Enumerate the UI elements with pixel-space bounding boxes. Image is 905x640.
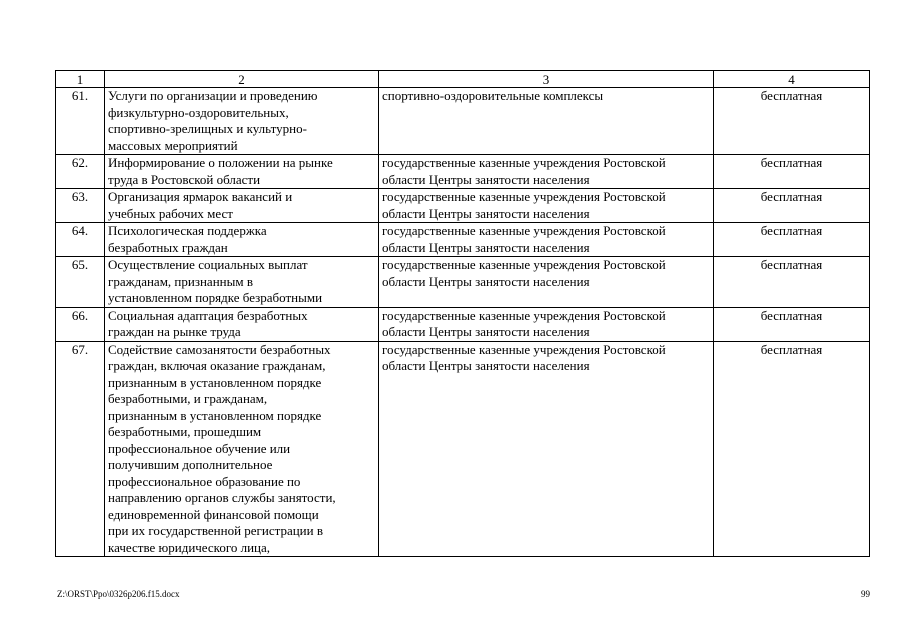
row-number: 62.: [56, 155, 105, 189]
provider-line: государственные казенные учреждения Ростовской: [382, 307, 666, 323]
fee-cell: бесплатная: [714, 257, 870, 308]
provider-line: государственные казенные учреждения Ростовской: [382, 341, 666, 357]
header-cell-4: 4: [714, 71, 870, 88]
provider-cell: [379, 257, 714, 308]
provider-line: области Центры занятости населения: [382, 358, 590, 373]
row-number: 63.: [56, 189, 105, 223]
row-number: 65.: [56, 257, 105, 308]
row-number: 66.: [56, 307, 105, 341]
row-number: 61.: [56, 88, 105, 155]
service-name-line: установленном порядке безработными: [108, 290, 323, 305]
service-name-line: при их государственной регистрации в: [108, 523, 323, 538]
fee-cell: бесплатная: [714, 189, 870, 223]
service-name-line: Организация ярмарок вакансий и: [108, 189, 293, 204]
header-cell-3: 3: [379, 71, 714, 88]
service-name-line: граждан на рынке труда: [108, 324, 241, 339]
service-name-line: Услуги по организации и проведению: [108, 88, 318, 103]
provider-cell: [379, 155, 714, 189]
service-name-line: Содействие самозанятости безработных: [108, 341, 331, 357]
service-name-line: безработными, прошедшим: [108, 424, 262, 439]
table-body: [56, 88, 870, 557]
service-name-cell: [105, 257, 379, 308]
table-row: [56, 307, 870, 341]
table-row: [56, 341, 870, 557]
service-name-line: учебных рабочих мест: [108, 205, 233, 221]
provider-line: государственные казенные учреждения Ростовской: [382, 257, 666, 272]
provider-line: области Центры занятости населения: [382, 239, 590, 255]
header-cell-2: 2: [105, 71, 379, 88]
table-row: [56, 189, 870, 223]
footer-file-path: Z:\ORST\Ppo\0326p206.f15.docx: [57, 589, 180, 599]
header-row: [56, 71, 870, 88]
fee-cell: бесплатная: [714, 307, 870, 341]
service-name-line: гражданам, признанным в: [108, 273, 253, 289]
service-name-line: труда в Ростовской области: [108, 171, 261, 187]
table-row: [56, 257, 870, 308]
provider-cell: [379, 189, 714, 223]
provider-cell: [379, 341, 714, 557]
provider-cell: [379, 223, 714, 257]
service-name-line: признанным в установленном порядке: [108, 407, 322, 423]
service-name-line: качестве юридического лица,: [108, 539, 271, 555]
service-name-line: признанным в установленном порядке: [108, 374, 322, 390]
page-number: 99: [861, 589, 870, 599]
provider-line: области Центры занятости населения: [382, 324, 590, 339]
service-name-line: профессиональное образование по: [108, 473, 301, 489]
provider-line: государственные казенные учреждения Ростовской: [382, 189, 666, 204]
service-name-line: безработными, и гражданам,: [108, 391, 268, 406]
service-name-line: единовременной финансовой помощи: [108, 506, 319, 522]
header-cell-1: 1: [56, 71, 105, 88]
fee-cell: бесплатная: [714, 88, 870, 155]
provider-line: области Центры занятости населения: [382, 205, 590, 221]
service-name-line: физкультурно-оздоровительных,: [108, 104, 289, 120]
service-name-cell: [105, 189, 379, 223]
service-name-line: Информирование о положении на рынке: [108, 155, 333, 170]
service-name-line: массовых мероприятий: [108, 137, 238, 153]
table-row: [56, 155, 870, 189]
service-name-cell: [105, 88, 379, 155]
service-name-line: профессиональное обучение или: [108, 440, 291, 456]
service-name-cell: [105, 307, 379, 341]
table-row: [56, 88, 870, 155]
service-name-cell: [105, 341, 379, 557]
provider-line: государственные казенные учреждения Ростовской: [382, 155, 666, 170]
service-name-line: Осуществление социальных выплат: [108, 257, 308, 272]
fee-cell: бесплатная: [714, 155, 870, 189]
service-name-line: спортивно-зрелищных и культурно-: [108, 121, 307, 136]
service-name-line: Социальная адаптация безработных: [108, 307, 308, 323]
provider-line: области Центры занятости населения: [382, 273, 590, 289]
table-row: [56, 223, 870, 257]
provider-line: области Центры занятости населения: [382, 171, 590, 187]
service-name-line: безработных граждан: [108, 239, 228, 255]
services-table: [55, 70, 870, 557]
service-name-line: Психологическая поддержка: [108, 223, 267, 238]
service-name-line: направлению органов службы занятости,: [108, 490, 336, 505]
fee-cell: бесплатная: [714, 341, 870, 557]
row-number: 64.: [56, 223, 105, 257]
provider-cell: [379, 88, 714, 155]
provider-cell: [379, 307, 714, 341]
provider-line: государственные казенные учреждения Ростовской: [382, 223, 666, 238]
service-name-cell: [105, 155, 379, 189]
service-name-cell: [105, 223, 379, 257]
row-number: 67.: [56, 341, 105, 557]
fee-cell: бесплатная: [714, 223, 870, 257]
service-name-line: получившим дополнительное: [108, 457, 273, 472]
service-name-line: граждан, включая оказание гражданам,: [108, 358, 326, 373]
provider-line: спортивно-оздоровительные комплексы: [382, 88, 604, 103]
